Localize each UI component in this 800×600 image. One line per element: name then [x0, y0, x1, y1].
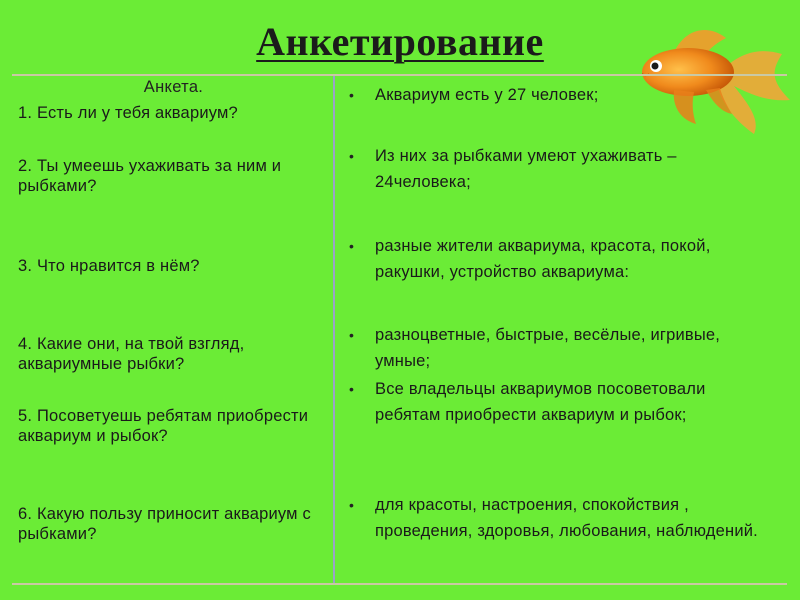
answer-5: Все владельцы аквариумов посоветовали ребятам приобрести аквариум и рыбок; [375, 380, 706, 424]
question-6: 6. Какую пользу приносит аквариум с рыбками? [18, 505, 311, 543]
bullet-6: • [349, 497, 354, 513]
bullet-5: • [349, 381, 354, 397]
survey-header: Анкета. [143, 78, 204, 96]
answer-2: Из них за рыбками умеют ухаживать – 24человека; [375, 147, 677, 191]
questions-column [12, 76, 335, 583]
question-1: 1. Есть ли у тебя аквариум? [18, 104, 238, 122]
answer-1: Аквариум есть у 27 человек; [375, 86, 599, 104]
question-4: 4. Какие они, на твой взгляд, аквариумные рыбки? [18, 335, 245, 373]
bullet-2: • [349, 148, 354, 164]
answer-6: для красоты, настроения, спокойствия , проведения, здоровья, любования, наблюдений. [375, 496, 758, 540]
question-3: 3. Что нравится в нём? [18, 257, 200, 275]
page-title: Анкетирование [256, 19, 544, 64]
answers-column [337, 76, 787, 583]
answer-3: разные жители аквариума, красота, покой, ракушки, устройство аквариума: [375, 237, 711, 281]
question-2: 2. Ты умеешь ухаживать за ним и рыбками? [18, 157, 282, 195]
bullet-4: • [349, 327, 354, 343]
question-5: 5. Посоветуешь ребятам приобрести аквариум и рыбок? [18, 407, 309, 445]
bullet-3: • [349, 238, 354, 254]
answer-4: разноцветные, быстрые, весёлые, игривые, умные; [375, 326, 721, 370]
survey-table [12, 74, 787, 585]
bullet-1: • [349, 87, 354, 103]
